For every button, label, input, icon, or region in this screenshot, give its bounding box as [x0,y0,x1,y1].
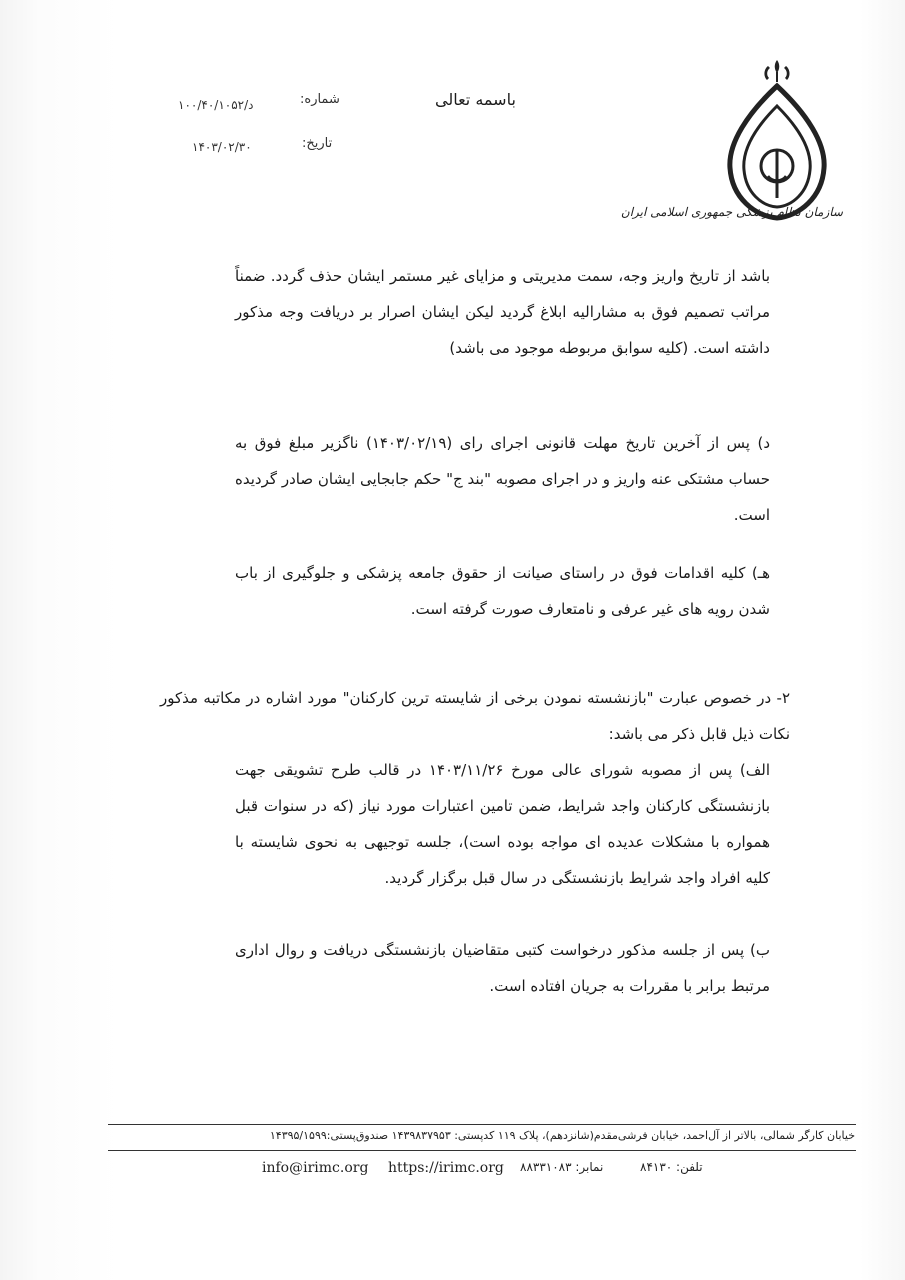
irimc-logo-icon [710,58,845,228]
paragraph-continuation [235,258,770,366]
date-label: تاریخ: [302,136,333,151]
footer-fax: نمابر: ۸۸۳۳۱۰۸۳ [520,1160,604,1174]
paragraph-text: باشد از تاریخ واریز وجه، سمت مدیریتی و مزایای غیر مستمر ایشان حذف گردد. ضمناً مراتب تصمیم فوق به مشارالیه ابلاغ گردید لیکن ایشان اصرار بر دریافت وجه مذکور داشته است. (کلیه سوابق مربوطه موجود می باشد) [235,267,770,357]
number-label: شماره: [300,92,340,107]
letter-invocation: باسمه تعالی [435,90,516,109]
footer-divider-bottom [108,1150,856,1151]
paragraph-text: ۲- در خصوص عبارت "بازنشسته نمودن برخی از شایسته ترین کارکنان" مورد اشاره در مکاتبه مذکور نکات ذیل قابل ذکر می باشد: [160,689,790,743]
footer-divider-top [108,1124,856,1125]
paragraph-text: د) پس از آخرین تاریخ مهلت قانونی اجرای رای (۱۴۰۳/۰۲/۱۹) ناگزیر مبلغ فوق به حساب مشتکی عنه واریز و در اجرای مصوبه "بند ج" حکم جابجایی ایشان صادر گردیده است. [235,434,770,524]
letter-date: ۱۴۰۳/۰۲/۳۰ [192,140,252,154]
section-2-intro [160,680,790,752]
paragraph-he [235,555,770,627]
footer-website[interactable]: https://irimc.org [388,1160,504,1176]
footer-address: خیابان کارگر شمالی، بالاتر از آل‌احمد، خیابان فرشی‌مقدم(شانزدهم)، پلاک ۱۱۹ کدپستی: ۱۴۳۹۸۳۷۹۵۳ صندوق‌پستی:۱۴۳۹۵/۱۵۹۹ [269,1129,855,1142]
paragraph-be [235,932,770,1004]
letter-number: د/۱۰۰/۴۰/۱۰۵۲ [178,98,254,112]
paragraph-d [235,425,770,533]
paragraph-text: ب) پس از جلسه مذکور درخواست کتبی متقاضیان بازنشستگی دریافت و روال اداری مرتبط برابر با مقررات به جریان افتاده است. [235,941,770,995]
footer-phone: تلفن: ۸۴۱۳۰ [640,1160,703,1174]
paragraph-text: هـ) کلیه اقدامات فوق در راستای صیانت از حقوق جامعه پزشکی و جلوگیری از باب شدن رویه های غیر عرفی و نامتعارف صورت گرفته است. [235,564,770,618]
footer-email[interactable]: info@irimc.org [262,1160,369,1176]
paragraph-alef [235,752,770,896]
organization-name: سازمان نظام پزشکی جمهوری اسلامی ایران [620,205,843,219]
paragraph-text: الف) پس از مصوبه شورای عالی مورخ ۱۴۰۳/۱۱/۲۶ در قالب طرح تشویقی جهت بازنشستگی کارکنان واجد شرایط، ضمن تامین اعتبارات مورد نیاز (که در سنوات قبل همواره با مشکلات عدیده ای مواجه بوده است)، جلسه توجیهی به نحوی شایسته با کلیه افراد واجد شرایط بازنشستگی در سال قبل برگزار گردید. [235,761,771,887]
